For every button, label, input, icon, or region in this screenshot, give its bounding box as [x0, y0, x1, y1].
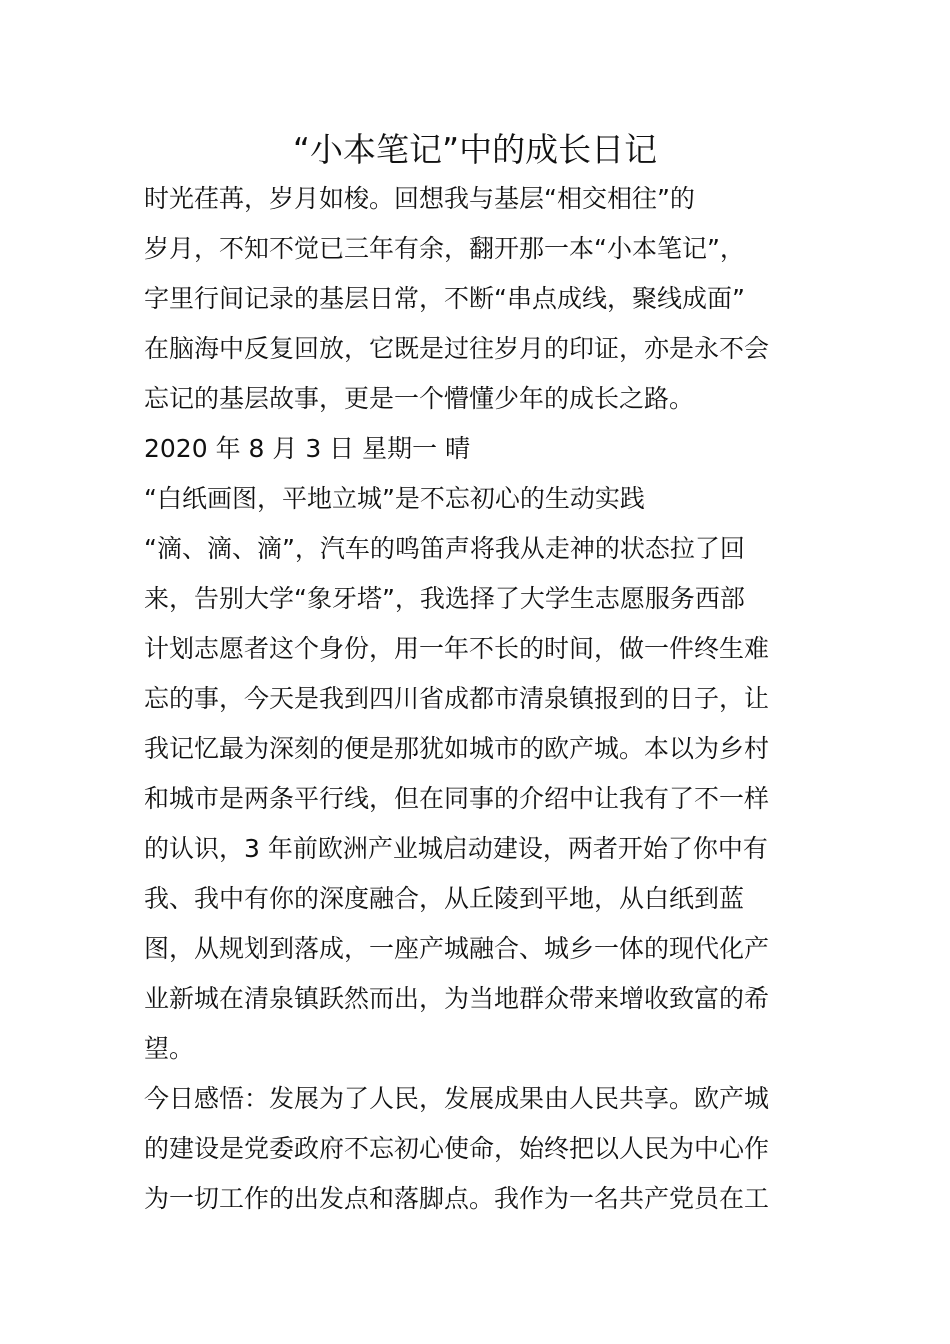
paragraph-line: 字里行间记录的基层日常，不断“串点成线，聚线成面”	[144, 284, 745, 313]
paragraph-line: 岁月，不知不觉已三年有余，翻开那一本“小本笔记”，	[144, 234, 745, 263]
paragraph-line: 在脑海中反复回放，它既是过往岁月的印证，亦是永不会	[144, 334, 770, 363]
paragraph-line: 忘的事，今天是我到四川省成都市清泉镇报到的日子，让	[144, 684, 770, 713]
diary-date-line: 2020 年 8 月 3 日 星期一 晴	[144, 434, 471, 463]
paragraph-line: 的认识，3 年前欧洲产业城启动建设，两者开始了你中有	[144, 834, 768, 863]
paragraph-line: 业新城在清泉镇跃然而出，为当地群众带来增收致富的希	[144, 984, 770, 1013]
paragraph-line: 时光荏苒，岁月如梭。回想我与基层“相交相往”的	[144, 184, 695, 213]
paragraph-line: 和城市是两条平行线，但在同事的介绍中让我有了不一样	[144, 784, 770, 813]
document-title: “小本笔记”中的成长日记	[292, 130, 658, 169]
paragraph-line: 望。	[144, 1034, 195, 1063]
diary-heading-line: “白纸画图，平地立城”是不忘初心的生动实践	[144, 484, 645, 513]
paragraph-line: 来，告别大学“象牙塔”，我选择了大学生志愿服务西部	[144, 584, 745, 613]
paragraph-line: 忘记的基层故事，更是一个懵懂少年的成长之路。	[144, 384, 695, 413]
paragraph-line: “滴、滴、滴”，汽车的鸣笛声将我从走神的状态拉了回	[144, 534, 745, 563]
paragraph-line: 今日感悟：发展为了人民，发展成果由人民共享。欧产城	[144, 1084, 770, 1113]
paragraph-line: 图，从规划到落成，一座产城融合、城乡一体的现代化产	[144, 934, 770, 963]
paragraph-line: 我、我中有你的深度融合，从丘陵到平地，从白纸到蓝	[144, 884, 745, 913]
paragraph-line: 我记忆最为深刻的便是那犹如城市的欧产城。本以为乡村	[144, 734, 770, 763]
paragraph-line: 的建设是党委政府不忘初心使命，始终把以人民为中心作	[144, 1134, 770, 1163]
paragraph-line: 为一切工作的出发点和落脚点。我作为一名共产党员在工	[144, 1184, 770, 1213]
paragraph-line: 计划志愿者这个身份，用一年不长的时间，做一件终生难	[144, 634, 770, 663]
